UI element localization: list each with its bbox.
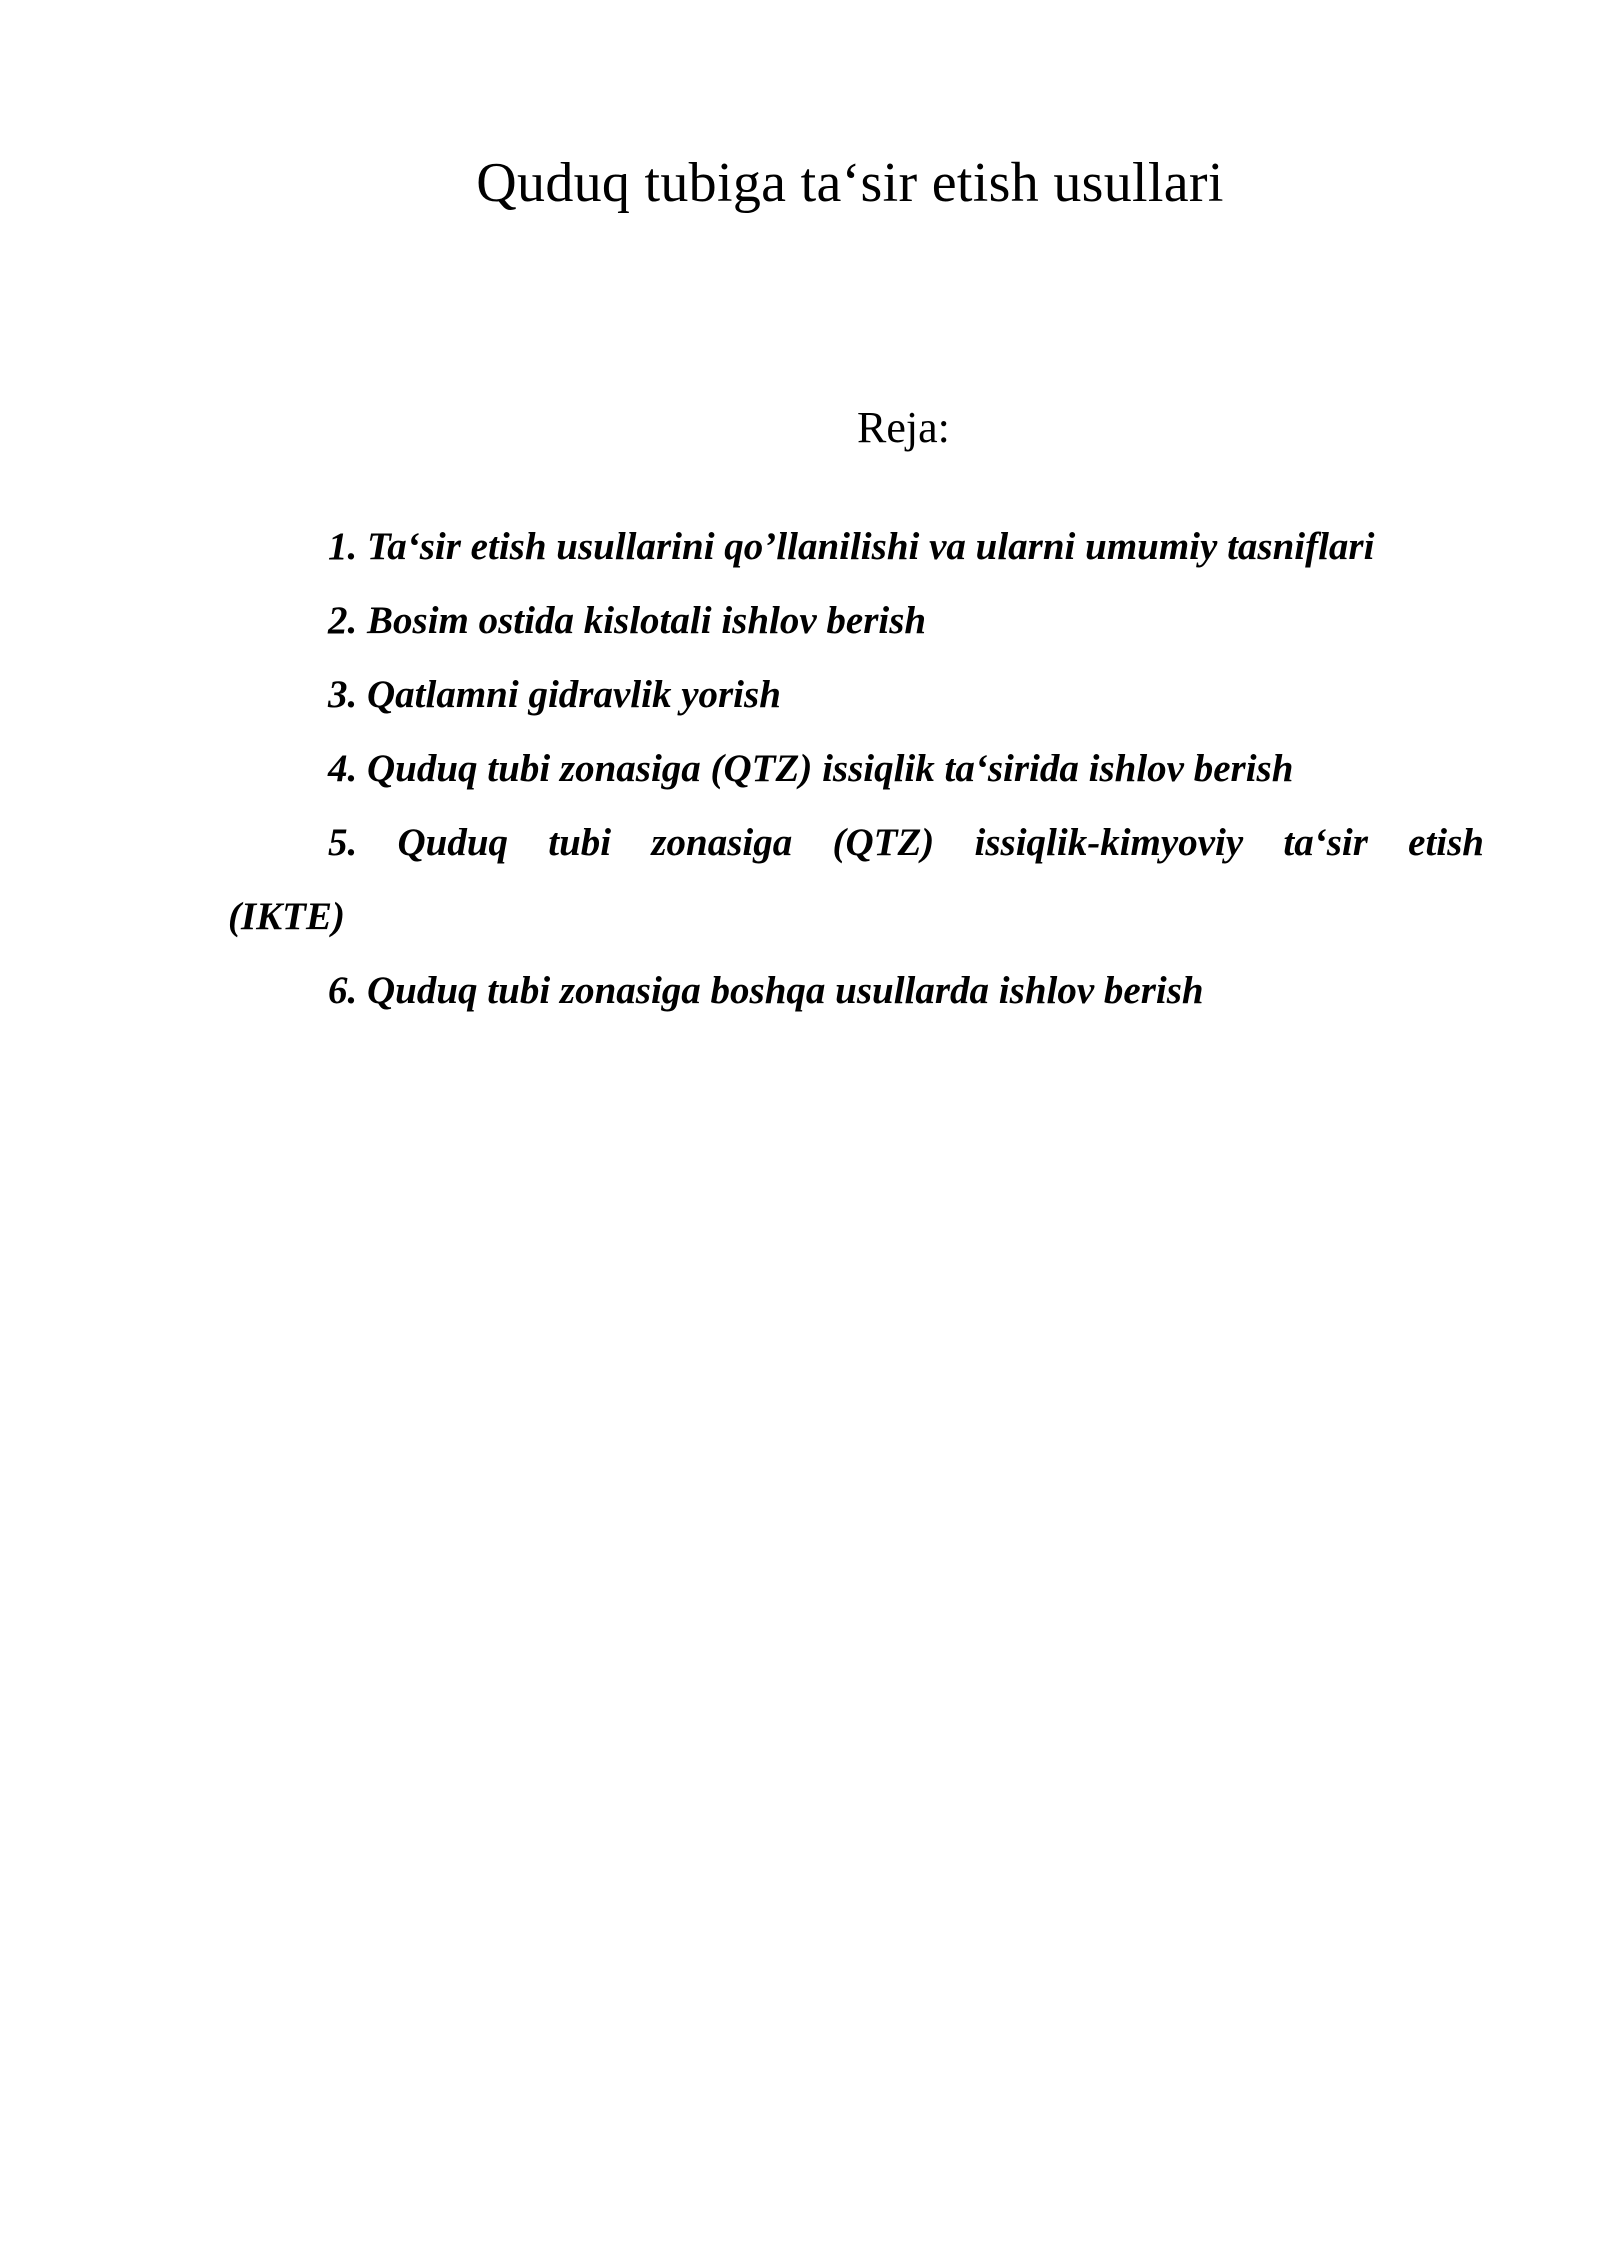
plan-item-5 — [228, 806, 1484, 954]
plan-item-4: 4. Quduq tubi zonasiga (QTZ) issiqlik ta‘sirida ishlov berish — [328, 747, 1294, 790]
plan-list — [228, 510, 1484, 1028]
plan-heading: Reja: — [857, 403, 950, 452]
plan-item-3: 3. Qatlamni gidravlik yorish — [328, 673, 781, 716]
plan-item-5-word: Quduq — [397, 821, 509, 864]
plan-item-5-word: zonasiga — [651, 821, 793, 864]
plan-item-5-word: tubi — [548, 821, 612, 864]
plan-item-5-word: ta‘sir — [1283, 821, 1368, 864]
plan-item-5-word: (QTZ) — [832, 821, 935, 864]
plan-item-5-continuation: (IKTE) — [228, 895, 345, 938]
plan-item-6: 6. Quduq tubi zonasiga boshqa usullarda ishlov berish — [328, 969, 1204, 1012]
plan-item-5-word: issiqlik-kimyoviy — [974, 821, 1244, 864]
plan-item-5-word: 5. — [328, 821, 358, 864]
plan-item-5-first-line — [328, 806, 1484, 880]
document-title: Quduq tubiga ta‘sir etish usullari — [476, 152, 1224, 214]
plan-item-2: 2. Bosim ostida kislotali ishlov berish — [328, 599, 927, 642]
plan-item-5-word: etish — [1408, 821, 1484, 864]
plan-item-1: 1. Ta‘sir etish usullarini qo’llanilishi va ularni umumiy tasniflari — [328, 525, 1375, 568]
